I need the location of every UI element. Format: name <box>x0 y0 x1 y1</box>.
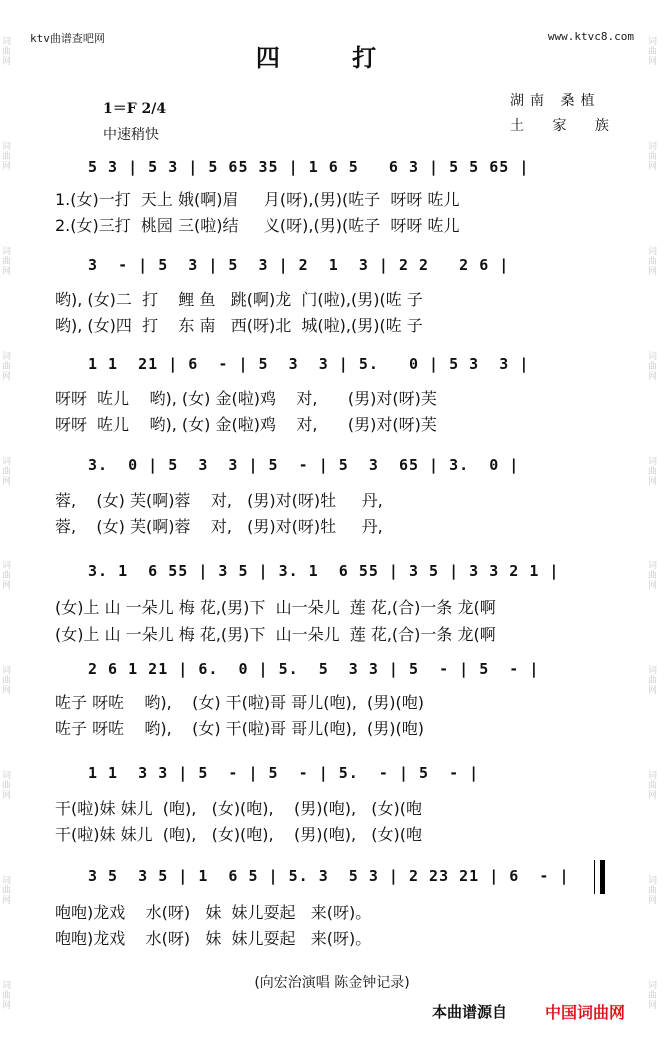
lyric-verse-2: 呀呀 咗儿 哟), (女) 金(啦)鸡 对, (男)对(呀)芙 <box>55 415 437 434</box>
watermark-text: 词曲网 <box>648 666 658 697</box>
notation-line: 5 3 | 5 3 | 5 65 35 | 1 6 5 6 3 | 5 5 65 | <box>88 158 530 176</box>
performer-credit: (向宏治演唱 陈金钟记录) <box>254 975 410 991</box>
site-url-right: www.ktvc8.com <box>547 30 634 43</box>
watermark-text: 词曲网 <box>648 142 658 173</box>
lyric-verse-1: 咗子 呀咗 哟), (女) 干(啦)哥 哥儿(咆), (男)(咆) <box>55 693 424 712</box>
notation-line: 3 - | 5 3 | 5 3 | 2 1 3 | 2 2 2 6 | <box>88 256 510 274</box>
watermark-text: 词曲网 <box>648 770 658 801</box>
lyric-verse-1: 蓉, (女) 芙(啊)蓉 对, (男)对(呀)牡 丹, <box>55 491 383 510</box>
watermark-text: 词曲网 <box>2 351 12 382</box>
watermark-text: 词曲网 <box>648 875 658 906</box>
watermark-text: 词曲网 <box>648 980 658 1011</box>
notation-line: 3. 0 | 5 3 3 | 5 - | 5 3 65 | 3. 0 | <box>88 456 520 474</box>
tempo-marking: 中速稍快 <box>103 127 159 143</box>
watermark-text: 词曲网 <box>2 456 12 487</box>
lyric-verse-2: 咆咆)龙戏 水(呀) 妹 妹儿耍起 来(呀)。 <box>55 929 372 948</box>
lyric-verse-1: 干(啦)妹 妹儿 (咆), (女)(咆), (男)(咆), (女)(咆 <box>55 799 423 818</box>
lyric-verse-2: 蓉, (女) 芙(啊)蓉 对, (男)对(呀)牡 丹, <box>55 517 383 536</box>
watermark-text: 词曲网 <box>648 561 658 592</box>
watermark-text: 词曲网 <box>2 142 12 173</box>
lyric-verse-1: 哟), (女)二 打 鲤 鱼 跳(啊)龙 门(啦),(男)(咗 子 <box>55 290 423 309</box>
watermark-text: 词曲网 <box>2 666 12 697</box>
song-ethnicity: 土 家 族 <box>510 118 621 134</box>
lyric-verse-1: 呀呀 咗儿 哟), (女) 金(啦)鸡 对, (男)对(呀)芙 <box>55 389 437 408</box>
lyric-verse-2: 咗子 呀咗 哟), (女) 干(啦)哥 哥儿(咆), (男)(咆) <box>55 719 424 738</box>
watermark-text: 词曲网 <box>648 456 658 487</box>
lyric-verse-1: 咆咆)龙戏 水(呀) 妹 妹儿耍起 来(呀)。 <box>55 903 372 922</box>
source-site-name: 中国词曲网 <box>545 1003 626 1022</box>
key-signature: 1＝F 2/4 <box>103 101 167 117</box>
watermark-text: 词曲网 <box>2 561 12 592</box>
watermark-left <box>2 0 16 1048</box>
final-barline-thick <box>600 860 605 894</box>
song-title: 四 打 <box>255 44 409 72</box>
site-name-left: ktv曲谱查吧网 <box>30 32 105 45</box>
song-region: 湖南 桑植 <box>510 93 601 109</box>
notation-line: 1 1 21 | 6 - | 5 3 3 | 5. 0 | 5 3 3 | <box>88 355 530 373</box>
notation-line: 3 5 3 5 | 1 6 5 | 5. 3 5 3 | 2 23 21 | 6 - | <box>88 867 570 885</box>
lyric-verse-2: 2.(女)三打 桃园 三(啦)结 义(呀),(男)(咗子 呀呀 咗儿 <box>55 216 460 235</box>
watermark-text: 词曲网 <box>2 875 12 906</box>
lyric-verse-1: 1.(女)一打 天上 娥(啊)眉 月(呀),(男)(咗子 呀呀 咗儿 <box>55 190 460 209</box>
notation-line: 2 6 1 21 | 6. 0 | 5. 5 3 3 | 5 - | 5 - | <box>88 660 540 678</box>
lyric-verse-2: (女)上 山 一朵儿 梅 花,(男)下 山一朵儿 莲 花,(合)一条 龙(啊 <box>55 625 496 644</box>
watermark-text: 词曲网 <box>2 980 12 1011</box>
watermark-text: 词曲网 <box>2 770 12 801</box>
watermark-text: 词曲网 <box>648 37 658 68</box>
watermark-right <box>648 0 662 1048</box>
final-barline-thin <box>594 860 595 894</box>
notation-line: 3. 1 6 55 | 3 5 | 3. 1 6 55 | 3 5 | 3 3 2 1 | <box>88 562 560 580</box>
watermark-text: 词曲网 <box>648 246 658 277</box>
lyric-verse-2: 哟), (女)四 打 东 南 西(呀)北 城(啦),(男)(咗 子 <box>55 316 423 335</box>
watermark-text: 词曲网 <box>2 37 12 68</box>
watermark-text: 词曲网 <box>648 351 658 382</box>
watermark-text: 词曲网 <box>2 246 12 277</box>
lyric-verse-1: (女)上 山 一朵儿 梅 花,(男)下 山一朵儿 莲 花,(合)一条 龙(啊 <box>55 598 496 617</box>
notation-line: 1 1 3 3 | 5 - | 5 - | 5. - | 5 - | <box>88 764 480 782</box>
source-label: 本曲谱源自 <box>432 1003 508 1021</box>
lyric-verse-2: 干(啦)妹 妹儿 (咆), (女)(咆), (男)(咆), (女)(咆 <box>55 825 423 844</box>
